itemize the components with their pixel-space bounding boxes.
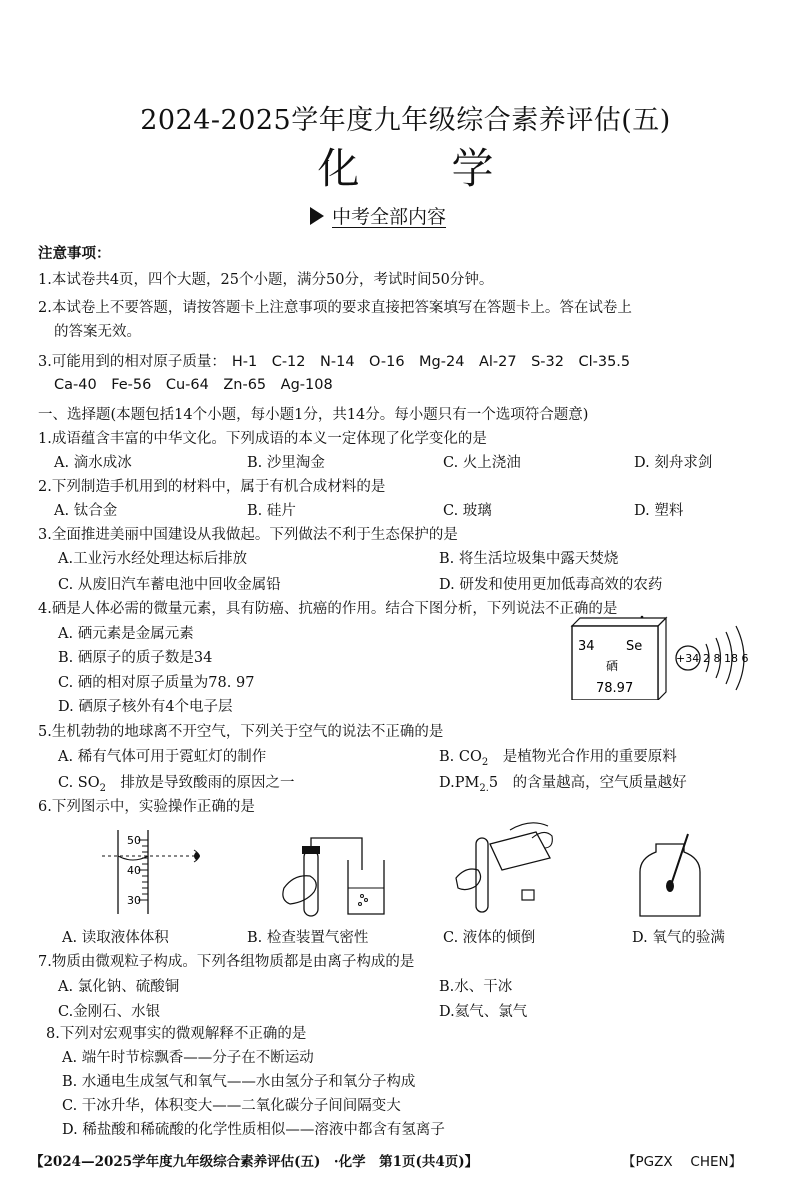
figure-oxygen-check	[636, 830, 716, 920]
q3-option-d[interactable]: D. 研发和使用更加低毒高效的农药	[439, 577, 663, 593]
q5-option-a[interactable]: A. 稀有气体可用于霓虹灯的制作	[58, 749, 267, 765]
q1-option-d[interactable]: D. 刻舟求剑	[634, 455, 713, 471]
note-3-line2: Ca-40 Fe-56 Cu-64 Zn-65 Ag-108	[54, 377, 333, 393]
q4-option-d[interactable]: D. 硒原子核外有4个电子层	[58, 699, 233, 715]
section-heading: 一、选择题(本题包括14个小题，每小题1分，共14分。每小题只有一个选项符合题意)	[38, 407, 589, 423]
q6-stem: 6.下列图示中，实验操作正确的是	[38, 799, 255, 815]
q4-option-b[interactable]: B. 硒原子的质子数是34	[58, 650, 213, 666]
q7-stem: 7.物质由微观粒子构成。下列各组物质都是由离子构成的是	[38, 954, 415, 970]
q1-option-c[interactable]: C. 火上浇油	[443, 455, 521, 471]
q1-option-b[interactable]: B. 沙里淘金	[247, 455, 325, 471]
q5-option-d[interactable]: $D.PM_{2.}5$ 的含量越高，空气质量越好	[439, 775, 687, 794]
note-2a: 2.本试卷上不要答题，请按答题卡上注意事项的要求直接把答案填写在答题卡上。答在试卷上	[38, 300, 632, 316]
q1-stem: 1.成语蕴含丰富的中华文化。下列成语的本义一定体现了化学变化的是	[38, 431, 487, 447]
periodic-cell	[572, 618, 666, 700]
q6-option-d[interactable]: D. 氧气的验满	[632, 930, 725, 946]
q3-stem: 3.全面推进美丽中国建设从我做起。下列做法不利于生态保护的是	[38, 527, 458, 543]
exam-title: 2024-2025学年度九年级综合素养评估(五)	[140, 105, 671, 136]
q2-option-c[interactable]: C. 玻璃	[443, 503, 492, 519]
notes-heading: 注意事项：	[38, 245, 111, 262]
q1-option-a[interactable]: A. 滴水成冰	[54, 455, 132, 471]
atomic-mass: 78.97	[596, 681, 634, 696]
element-symbol: Se	[626, 639, 643, 654]
note-3: 3.可能用到的相对原子质量： H-1 C-12 N-14 O-16 Mg-24 Al-27 S-32 Cl-35.5	[38, 354, 631, 370]
tick-40: 40	[127, 864, 141, 877]
electron-shells: 2 8 18 6	[703, 652, 749, 665]
tick-30: 30	[127, 894, 141, 907]
q7-option-d[interactable]: D.氦气、氯气	[439, 1004, 528, 1020]
q3-option-c[interactable]: C. 从废旧汽车蓄电池中回收金属铅	[58, 577, 281, 593]
note-2b: 的答案无效。	[54, 324, 141, 340]
q6-option-c[interactable]: C. 液体的倾倒	[443, 930, 536, 946]
q3-option-b[interactable]: B. 将生活垃圾集中露天焚烧	[439, 551, 619, 567]
triangle-icon	[310, 207, 324, 225]
q4-option-c[interactable]: C. 硒的相对原子质量为78. 97	[58, 675, 255, 691]
q6-option-b[interactable]: B. 检查装置气密性	[247, 930, 369, 946]
q7-option-b[interactable]: B.水、干冰	[439, 979, 513, 995]
atom-structure-diagram	[676, 626, 748, 690]
nucleus-charge: +34	[676, 652, 700, 665]
exam-scope: 中考全部内容	[310, 202, 446, 229]
figure-pour-liquid	[440, 818, 570, 918]
tick-50: 50	[127, 834, 141, 847]
q5-stem: 5.生机勃勃的地球离不开空气，下列关于空气的说法不正确的是	[38, 724, 444, 740]
q5-option-c[interactable]: C. $SO_2$ 排放是导致酸雨的原因之一	[58, 775, 295, 794]
q7-option-c[interactable]: C.金刚石、水银	[58, 1004, 161, 1020]
q8-option-d[interactable]: D. 稀盐酸和稀硫酸的化学性质相似——溶液中都含有氢离子	[62, 1122, 445, 1138]
q2-option-b[interactable]: B. 硅片	[247, 503, 296, 519]
selenium-figure	[560, 612, 760, 700]
atomic-number: 34	[578, 639, 595, 654]
q2-stem: 2.下列制造手机用到的材料中，属于有机合成材料的是	[38, 479, 386, 495]
q6-option-a[interactable]: A. 读取液体体积	[62, 930, 169, 946]
q8-option-a[interactable]: A. 端午时节棕飘香——分子在不断运动	[62, 1050, 314, 1066]
q7-option-a[interactable]: A. 氯化钠、硫酸铜	[58, 979, 180, 995]
footer-left: 【2024—2025学年度九年级综合素养评估(五) ·化学 第1页(共4页)】	[30, 1154, 479, 1170]
element-name: 硒	[606, 659, 619, 673]
q4-option-a[interactable]: A. 硒元素是金属元素	[58, 626, 194, 642]
q8-stem: 8.下列对宏观事实的微观解释不正确的是	[46, 1026, 307, 1042]
note-1: 1.本试卷共4页，四个大题，25个小题，满分50分，考试时间50分钟。	[38, 272, 494, 288]
q8-option-b[interactable]: B. 水通电生成氢气和氧气——水由氢分子和氧分子构成	[62, 1074, 416, 1090]
subject-char-1: 化	[317, 144, 360, 193]
figure-read-volume	[100, 826, 220, 918]
q8-option-c[interactable]: C. 干冰升华，体积变大——二氧化碳分子间间隔变大	[62, 1098, 401, 1114]
q2-option-d[interactable]: D. 塑料	[634, 503, 684, 519]
q4-stem: 4.硒是人体必需的微量元素，具有防癌、抗癌的作用。结合下图分析，下列说法不正确的是	[38, 601, 618, 617]
subject-title	[0, 136, 811, 196]
figure-airtightness-check	[270, 830, 410, 920]
footer-right: 【PGZX CHEN】	[622, 1154, 743, 1170]
q5-option-b[interactable]: B. $CO_2$ 是植物光合作用的重要原料	[439, 749, 677, 768]
q3-option-a[interactable]: A.工业污水经处理达标后排放	[58, 551, 248, 567]
q2-option-a[interactable]: A. 钛合金	[54, 503, 118, 519]
subject-char-2: 学	[451, 144, 494, 193]
